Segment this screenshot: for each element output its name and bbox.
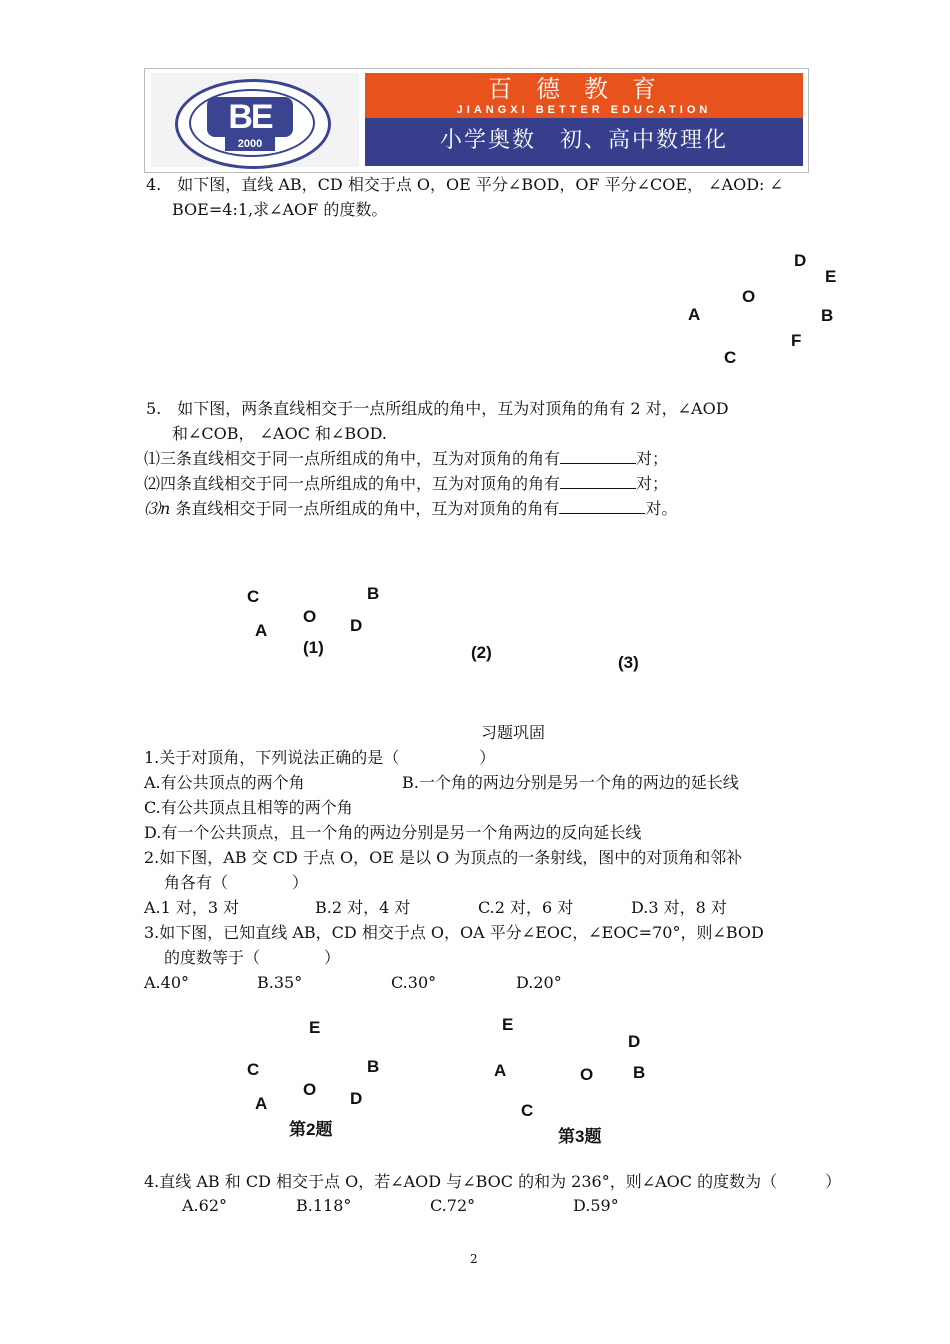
q5-sub1-blank[interactable] (560, 447, 636, 464)
header-banner (144, 68, 809, 173)
slogan: 小学奥数 初、高中数理化 (439, 128, 728, 153)
ex-q1-option-d: D.有一个公共顶点，且一个角的两边分别是另一个角两边的反向延长线 (144, 823, 642, 842)
q5-label-d: D (350, 616, 363, 635)
q5-sub3-n: ⑶n (144, 499, 171, 518)
fig2-caption: 第2题 (289, 1120, 333, 1139)
slogan-strip (365, 118, 803, 166)
fig3-label-a: A (494, 1061, 507, 1080)
ex-q3-option-d: D.20° (516, 973, 562, 992)
q5-figure-2-number: (2) (471, 643, 492, 662)
q5-sub2-unit: 对； (636, 474, 669, 493)
fig3-label-o: O (580, 1065, 594, 1084)
ex-q4-option-d: D.59° (573, 1196, 619, 1215)
q5-sub2 (144, 472, 668, 496)
q4-label-a: A (688, 305, 701, 324)
logo (151, 73, 359, 167)
fig2-label-o: O (303, 1080, 317, 1099)
q5-sub1 (144, 447, 668, 471)
ex-q4-option-b: B.118° (296, 1196, 352, 1215)
ex-q4-option-a: A.62° (182, 1196, 227, 1215)
q5-sub2-text: ⑵四条直线相交于同一点所组成的角中，互为对顶角的角有 (144, 474, 561, 493)
ex-q3-option-b: B.35° (257, 973, 303, 992)
q4-label-f: F (791, 331, 802, 350)
fig3-label-b: B (633, 1063, 646, 1082)
logo-year: 2000 (225, 137, 275, 151)
q5-label-b: B (367, 584, 380, 603)
ex-q2-option-d: D.3 对，8 对 (631, 898, 727, 917)
q4-label-b: B (821, 306, 834, 325)
ex-q1-option-a: A.有公共顶点的两个角 (144, 773, 305, 792)
q5-sub3-text: 条直线相交于同一点所组成的角中，互为对顶角的角有 (170, 499, 560, 518)
ex-q3-stem-line1: 3.如下图，已知直线 AB，CD 相交于点 O，OA 平分∠EOC，∠EOC=70°，则∠BOD (144, 923, 764, 942)
ex-q3-stem-line2: 的度数等于（ ） (164, 948, 341, 967)
q5-label-c: C (247, 587, 260, 606)
q4-label-c: C (724, 348, 737, 367)
q4-label-d: D (794, 251, 807, 270)
q4-label-o: O (742, 287, 756, 306)
fig2-label-a: A (255, 1094, 268, 1113)
ex-q1-stem: 1.关于对顶角，下列说法正确的是（ ） (144, 748, 496, 767)
q5-sub3-unit: 对。 (645, 499, 678, 518)
brand-strip (365, 73, 803, 118)
ex-q3-option-c: C.30° (391, 973, 437, 992)
fig2-label-d: D (350, 1089, 363, 1108)
ex-q4-option-c: C.72° (430, 1196, 476, 1215)
fig3-caption: 第3题 (558, 1127, 602, 1146)
q4-line1: 4. 如下图，直线 AB，CD 相交于点 O，OE 平分∠BOD，OF 平分∠COE， ∠AOD: ∠ (146, 175, 783, 194)
ex-q1-option-c: C.有公共顶点且相等的两个角 (144, 798, 353, 817)
ex-q2-option-b: B.2 对，4 对 (315, 898, 411, 917)
q5-label-o: O (303, 607, 317, 626)
fig3-label-c: C (521, 1101, 534, 1120)
fig2-label-c: C (247, 1060, 260, 1079)
brand-english: JIANGXI BETTER EDUCATION (456, 104, 712, 116)
ex-q2-option-c: C.2 对，6 对 (478, 898, 574, 917)
q5-sub2-blank[interactable] (560, 472, 636, 489)
page-number: 2 (470, 1252, 478, 1266)
ex-q2-option-a: A.1 对，3 对 (144, 898, 240, 917)
q5-sub1-unit: 对； (636, 449, 669, 468)
exercises-title: 习题巩固 (481, 723, 546, 742)
ex-q2-stem-line2: 角各有（ ） (164, 873, 309, 892)
q5-figure-3-number: (3) (618, 653, 639, 672)
fig2-label-b: B (367, 1057, 380, 1076)
ex-q2-stem-line1: 2.如下图，AB 交 CD 于点 O，OE 是以 O 为顶点的一条射线，图中的对顶角和邻补 (144, 848, 743, 867)
q5-line2: 和∠COB， ∠AOC 和∠BOD. (172, 424, 387, 443)
q5-line1: 5. 如下图，两条直线相交于一点所组成的角中，互为对顶角的角有 2 对，∠AOD (146, 399, 729, 418)
fig3-label-e: E (502, 1015, 514, 1034)
q5-figure-1-number: (1) (303, 638, 324, 657)
fig2-label-e: E (309, 1018, 321, 1037)
ex-q4-stem: 4.直线 AB 和 CD 相交于点 O，若∠AOD 与∠BOC 的和为 236°，则∠AOC 的度数为（ ） (144, 1172, 842, 1191)
logo-letters: BE (207, 97, 293, 137)
q4-label-e: E (825, 267, 837, 286)
fig3-label-d: D (628, 1032, 641, 1051)
ex-q1-option-b: B.一个角的两边分别是另一个角的两边的延长线 (402, 773, 739, 792)
q5-sub3-blank[interactable] (559, 497, 645, 514)
q5-sub1-text: ⑴三条直线相交于同一点所组成的角中，互为对顶角的角有 (144, 449, 561, 468)
ex-q3-option-a: A.40° (144, 973, 189, 992)
q4-line2: BOE=4:1,求∠AOF 的度数。 (172, 200, 388, 219)
q5-label-a: A (255, 621, 268, 640)
brand-name: 百德教育 (488, 75, 680, 103)
q5-sub3 (144, 497, 677, 521)
